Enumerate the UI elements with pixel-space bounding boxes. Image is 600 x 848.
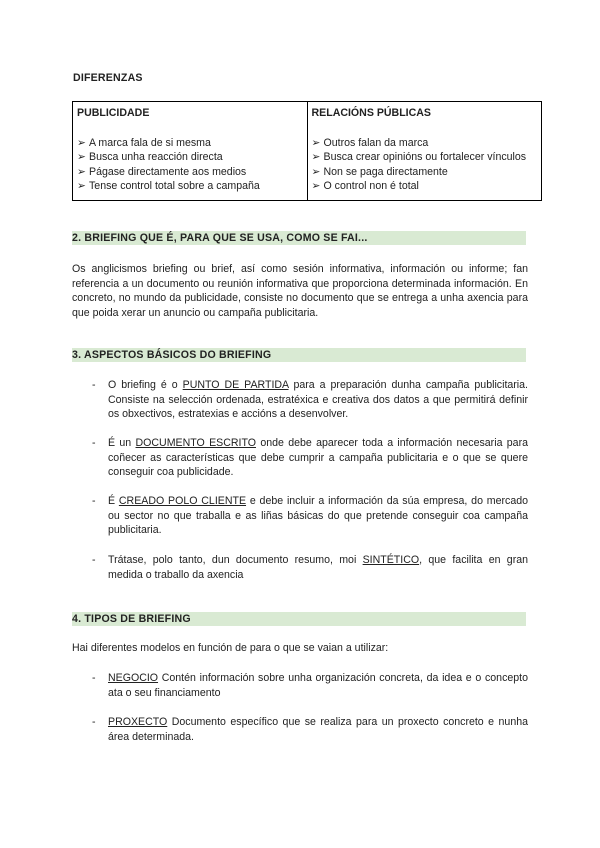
public-relations-title: RELACIÓNS PÚBLICAS — [311, 107, 431, 119]
key-term: NEGOCIO — [108, 672, 159, 684]
arrow-bullet-icon: ➢ — [77, 165, 86, 178]
list-item: ➢ A marca fala de si mesma — [77, 136, 211, 149]
dash-bullet: - — [92, 672, 96, 684]
key-term: CREADO POLO CLIENTE — [118, 495, 247, 507]
key-term: SINTÉTICO — [362, 554, 420, 566]
dash-bullet: - — [92, 495, 96, 507]
section-4-intro: Hai diferentes modelos en función de para o que se vaian a utilizar: — [72, 642, 389, 654]
key-term: PUNTO DE PARTIDA — [182, 379, 289, 391]
list-item: ➢ Busca crear opinións ou fortalecer vínculos — [311, 151, 527, 164]
list-item: ➢ Tense control total sobre a campaña — [77, 180, 260, 193]
section-4-heading: 4. TIPOS DE BRIEFING — [72, 612, 526, 626]
list-item: - Trátase, polo tanto, dun documento resumo, moi SINTÉTICO, que facilita en gran medida o traballo da axencia — [92, 554, 529, 581]
arrow-bullet-icon: ➢ — [311, 136, 321, 149]
dash-bullet: - — [92, 716, 96, 728]
advertising-column — [73, 102, 308, 201]
section-3-heading: 3. ASPECTOS BÁSICOS DO BRIEFING — [72, 348, 526, 362]
arrow-bullet-icon: ➢ — [77, 151, 86, 164]
arrow-bullet-icon: ➢ — [77, 136, 86, 149]
list-item: ➢ O control non é total — [311, 180, 419, 193]
section-2-heading: 2. BRIEFING QUE É, PARA QUE SE USA, COMO SE FAI... — [72, 231, 526, 245]
dash-bullet: - — [92, 554, 96, 566]
arrow-bullet-icon: ➢ — [311, 180, 321, 193]
advertising-title: PUBLICIDADE — [77, 107, 150, 119]
list-item: - PROXECTO Documento específico que se realiza para un proxecto concreto e nunha área determinada. — [92, 716, 528, 743]
differences-heading: DIFERENZAS — [73, 72, 143, 84]
arrow-bullet-icon: ➢ — [311, 151, 321, 164]
list-item: ➢ Non se paga directamente — [311, 165, 448, 178]
list-item: - É CREADO POLO CLIENTE e debe incluir a información da súa empresa, do mercado ou sector no que traballa e as liñas básicas do que pretende conseguir coa campaña publicitaria. — [92, 495, 529, 537]
dash-bullet: - — [92, 379, 96, 391]
key-term: DOCUMENTO ESCRITO — [135, 437, 256, 449]
list-item: ➢ Outros falan da marca — [311, 136, 429, 149]
list-item: - NEGOCIO Contén información sobre unha organización concreta, da idea e o concepto ata o seu financiamento — [92, 672, 528, 699]
public-relations-column — [307, 102, 542, 201]
arrow-bullet-icon: ➢ — [77, 180, 86, 193]
arrow-bullet-icon: ➢ — [311, 165, 321, 178]
list-item: - É un DOCUMENTO ESCRITO onde debe aparecer toda a información necesaria para coñecer as características que debe cumprir a campaña publicitaria e o que se quere conseguir coa publicidade. — [92, 437, 528, 479]
differences-table — [72, 101, 542, 201]
list-item: - O briefing é o PUNTO DE PARTIDA para a preparación dunha campaña publicitaria. Consiste na selección ordenada, estratéxica e creativa dos datos a que permitirá definir os obxectivos, estratexias e accións a desenvolver. — [92, 379, 528, 421]
section-2-paragraph: Os anglicismos briefing ou brief, así como sesión informativa, información ou informe; fan referencia a un documento ou reunión informativa que proporciona determinada información. En concreto, no mundo da publicidade, consiste no documento que se entrega a unha axencia para que poida xerar un anuncio ou campaña publicitaria. — [72, 263, 528, 319]
list-item: ➢ Págase directamente aos medios — [77, 165, 247, 178]
key-term: PROXECTO — [108, 716, 168, 728]
public-relations-list — [312, 136, 538, 194]
advertising-list — [77, 136, 303, 194]
list-item: ➢ Busca unha reacción directa — [77, 151, 223, 164]
dash-bullet: - — [92, 437, 96, 449]
